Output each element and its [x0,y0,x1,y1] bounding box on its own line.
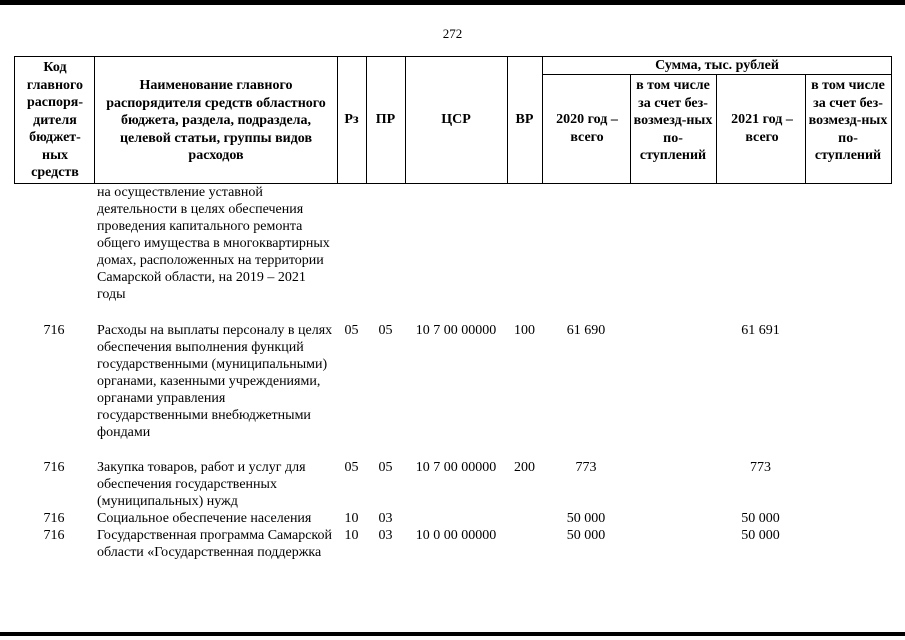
table-row-2020: 61 690 [566,323,606,338]
header-csr: ЦСР [441,112,471,127]
header-col-border [94,56,95,184]
table-row-2021: 61 691 [741,323,780,338]
table-row-2021: 50 000 [741,511,780,526]
header-col-border [630,74,631,184]
table-row-pr: 03 [378,528,393,543]
table-row-code: 716 [43,460,65,475]
header-sum: Сумма, тыс. рублей [655,58,779,73]
table-row-rz: 10 [344,528,359,543]
table-row-code: 716 [43,528,65,543]
table-row-pr: 05 [378,460,393,475]
header-code: Код главного распоря-дителя бюджет-ных средств [26,60,84,180]
top-rule [0,0,905,5]
header-2020-total: 2020 год – всего [556,112,618,145]
table-row-rz: 05 [344,323,359,338]
header-name: Наименование главного распорядителя средств областного бюджета, раздела, подраздела, целевой статьи, группы видов расходов [106,78,326,163]
table-row-name: Закупка товаров, работ и услуг для обеспечения государственных (муниципальных) нужд [97,460,306,509]
header-col-border [716,74,717,184]
header-col-border [542,56,543,184]
header-vr: ВР [515,112,534,127]
table-row-name: Расходы на выплаты персоналу в целях обеспечения выполнения функций государственными (муниципальными) органами, казенными учреждениями, органами управления государственными внебюджетными фондами [97,323,333,440]
table-row-2020: 50 000 [566,511,606,526]
table-row-code: 716 [43,323,65,338]
header-rz: Рз [344,112,359,127]
table-row-rz: 10 [344,511,359,526]
table-row-csr: 10 0 00 00000 [415,528,497,543]
table-row-csr: 10 7 00 00000 [415,323,497,338]
table-row-2020: 773 [575,460,597,475]
table-row-2021: 50 000 [741,528,780,543]
table-row-csr: 10 7 00 00000 [415,460,497,475]
header-col-border [805,74,806,184]
header-2021-free: в том числе за счет без-возмезд-ных по-ступлений [808,78,888,163]
table-row-name: Государственная программа Самарской области «Государственная поддержка [97,528,333,560]
table-row-name: Социальное обеспечение населения [97,511,312,526]
table-row-pr: 03 [378,511,393,526]
table-row-code: 716 [43,511,65,526]
header-col-border [14,56,15,184]
page-number: 272 [442,26,463,41]
table-row-pr: 05 [378,323,393,338]
header-pr: ПР [375,112,396,127]
table-row-name: на осуществление уставной деятельности в целях обеспечения проведения капитального ремонта общего имущества в многоквартирных домах, расположенных на территории Самарской области, на 2019 – 2021 годы [97,185,330,302]
header-col-border [891,56,892,184]
table-row-2021: 773 [750,460,771,475]
bottom-rule [0,632,905,636]
table-row-2020: 50 000 [566,528,606,543]
table-row-vr: 200 [514,460,535,475]
header-2021-total: 2021 год – всего [731,112,793,145]
table-row-rz: 05 [344,460,359,475]
table-row-vr: 100 [514,323,535,338]
header-2020-free: в том числе за счет без-возмезд-ных по-ступлений [633,78,713,163]
